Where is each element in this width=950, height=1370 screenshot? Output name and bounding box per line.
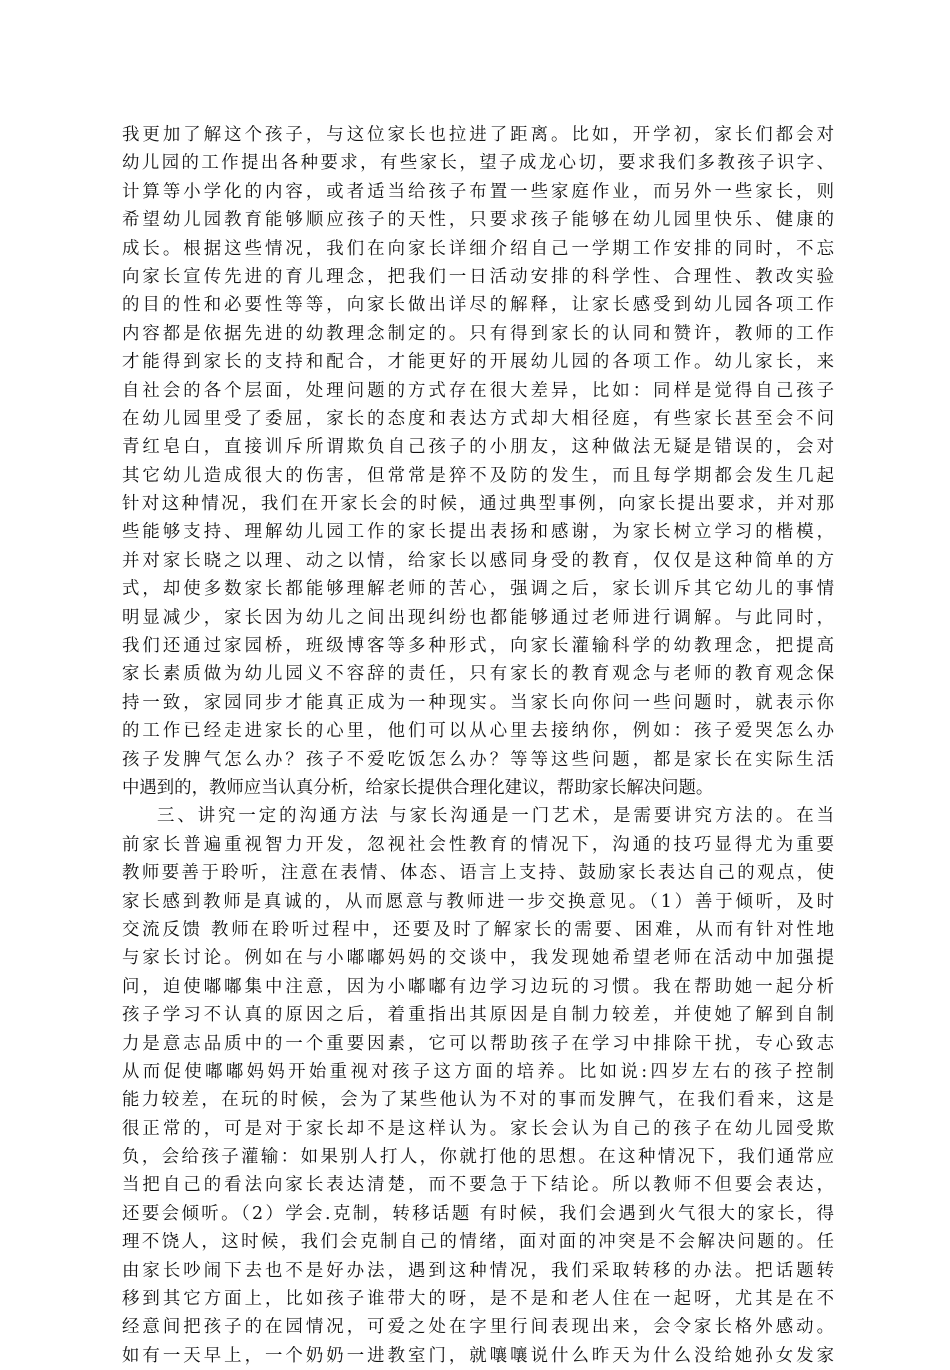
text-line: 内容都是依据先进的幼教理念制定的。只有得到家长的认同和赞许，教师的工作 bbox=[122, 323, 834, 344]
text-line: 我更加了解这个孩子，与这位家长也拉进了距离。比如，开学初，家长们都会对 bbox=[122, 125, 834, 145]
text-line: 还要会倾听。（2）学会.克制，转移话题 有时候，我们会遇到火气很大的家长，得 bbox=[122, 1203, 834, 1224]
text-line: 前家长普遍重视智力开发，忽视社会性教育的情况下，沟通的技巧显得尤为重要 bbox=[122, 834, 834, 855]
text-line: 力是意志品质中的一个重要因素，它可以帮助孩子在学习中排除干扰，专心致志 bbox=[122, 1033, 834, 1054]
text-line: 由家长吵闹下去也不是好办法，遇到这种情况，我们采取转移的办法。把话题转 bbox=[122, 1260, 834, 1281]
text-line: 孩子发脾气怎么办？孩子不爱吃饭怎么办？等等这些问题，都是家长在实际生活 bbox=[122, 749, 834, 770]
text-line: 明显减少，家长因为幼儿之间出现纠纷也都能够通过老师进行调解。与此同时， bbox=[122, 607, 834, 628]
text-line: 的工作已经走进家长的心里，他们可以从心里去接纳你，例如：孩子爱哭怎么办 bbox=[122, 721, 834, 742]
text-line: 移到其它方面上，比如孩子谁带大的呀，是不是和老人住在一起呀，尤其是在不 bbox=[122, 1289, 834, 1310]
text-line: 与家长讨论。例如在与小嘟嘟妈妈的交谈中，我发现她希望老师在活动中加强提 bbox=[122, 948, 834, 969]
text-line: 的目的性和必要性等等，向家长做出详尽的解释，让家长感受到幼儿园各项工作 bbox=[122, 295, 834, 316]
text-line: 中遇到的，教师应当认真分析，给家长提供合理化建议，帮助家长解决问题。 bbox=[122, 777, 714, 798]
text-line: 我们还通过家园桥，班级博客等多种形式，向家长灌输科学的幼教理念，把提高 bbox=[122, 636, 834, 657]
text-line: 计算等小学化的内容，或者适当给孩子布置一些家庭作业，而另外一些家长，则 bbox=[122, 181, 834, 202]
text-line: 式，却使多数家长都能够理解老师的苦心，强调之后，家长训斥其它幼儿的事情 bbox=[122, 579, 834, 600]
text-line: 教师要善于聆听，注意在表情、体态、语言上支持、鼓励家长表达自己的观点，使 bbox=[122, 863, 834, 884]
text-line: 从而促使嘟嘟妈妈开始重视对孩子这方面的培养。比如说:四岁左右的孩子控制 bbox=[122, 1061, 834, 1082]
text-line: 并对家长晓之以理、动之以情，给家长以感同身受的教育，仅仅是这种简单的方 bbox=[122, 550, 834, 571]
text-line: 理不饶人，这时候，我们会克制自己的情绪，面对面的冲突是不会解决问题的。任 bbox=[122, 1232, 834, 1253]
paragraph-start-line: 三、讲究一定的沟通方法 与家长沟通是一门艺术，是需要讲究方法的。在当 bbox=[157, 806, 834, 827]
body-text bbox=[122, 121, 834, 1370]
text-line: 孩子学习不认真的原因之后，着重指出其原因是自制力较差，并使她了解到自制 bbox=[122, 1005, 834, 1026]
text-line: 在幼儿园里受了委屈，家长的态度和表达方式却大相径庭，有些家长甚至会不问 bbox=[122, 408, 834, 429]
text-line: 家长素质做为幼儿园义不容辞的责任，只有家长的教育观念与老师的教育观念保 bbox=[122, 664, 834, 685]
text-line: 自社会的各个层面，处理问题的方式存在很大差异，比如：同样是觉得自己孩子 bbox=[122, 380, 834, 401]
text-line: 问，迫使嘟嘟集中注意，因为小嘟嘟有边学习边玩的习惯。我在帮助她一起分析 bbox=[122, 976, 834, 997]
text-line: 幼儿园的工作提出各种要求，有些家长，望子成龙心切，要求我们多教孩子识字、 bbox=[122, 153, 834, 174]
text-line: 经意间把孩子的在园情况，可爱之处在字里行间表现出来，会令家长格外感动。 bbox=[122, 1317, 834, 1338]
text-line: 青红皂白，直接训斥所谓欺负自己孩子的小朋友，这种做法无疑是错误的，会对 bbox=[122, 437, 834, 458]
text-line: 负，会给孩子灌输：如果别人打人，你就打他的思想。在这种情况下，我们通常应 bbox=[122, 1147, 834, 1168]
text-line: 当把自己的看法向家长表达清楚，而不要急于下结论。所以教师不但要会表达， bbox=[122, 1175, 834, 1196]
text-line: 其它幼儿造成很大的伤害，但常常是猝不及防的发生，而且每学期都会发生几起 bbox=[122, 465, 834, 486]
text-line: 才能得到家长的支持和配合，才能更好的开展幼儿园的各项工作。幼儿家长，来 bbox=[122, 352, 834, 373]
text-line: 向家长宣传先进的育儿理念，把我们一日活动安排的科学性、合理性、教改实验 bbox=[122, 266, 834, 287]
text-line: 些能够支持、理解幼儿园工作的家长提出表扬和感谢，为家长树立学习的楷模， bbox=[122, 522, 834, 543]
text-line: 持一致，家园同步才能真正成为一种现实。当家长向你问一些问题时，就表示你 bbox=[122, 692, 834, 713]
text-line: 能力较差，在玩的时候，会为了某些他认为不对的事而发脾气，在我们看来，这是 bbox=[122, 1090, 834, 1111]
text-line: 希望幼儿园教育能够顺应孩子的天性，只要求孩子能够在幼儿园里快乐、健康的 bbox=[122, 210, 834, 231]
text-line: 针对这种情况，我们在开家长会的时候，通过典型事例，向家长提出要求，并对那 bbox=[122, 494, 834, 515]
text-line: 很正常的，可是对于家长却不是这样认为。家长会认为自己的孩子在幼儿园受欺 bbox=[122, 1118, 834, 1139]
text-line: 交流反馈 教师在聆听过程中，还要及时了解家长的需要、困难，从而有针对性地 bbox=[122, 919, 834, 940]
text-line: 成长。根据这些情况，我们在向家长详细介绍自己一学期工作安排的同时，不忘 bbox=[122, 238, 834, 259]
text-line: 家长感到教师是真诚的，从而愿意与教师进一步交换意见。（1）善于倾听，及时 bbox=[122, 891, 834, 912]
text-line: 如有一天早上，一个奶奶一进教室门，就嚷嚷说什么昨天为什么没给她孙女发家 bbox=[122, 1345, 834, 1366]
